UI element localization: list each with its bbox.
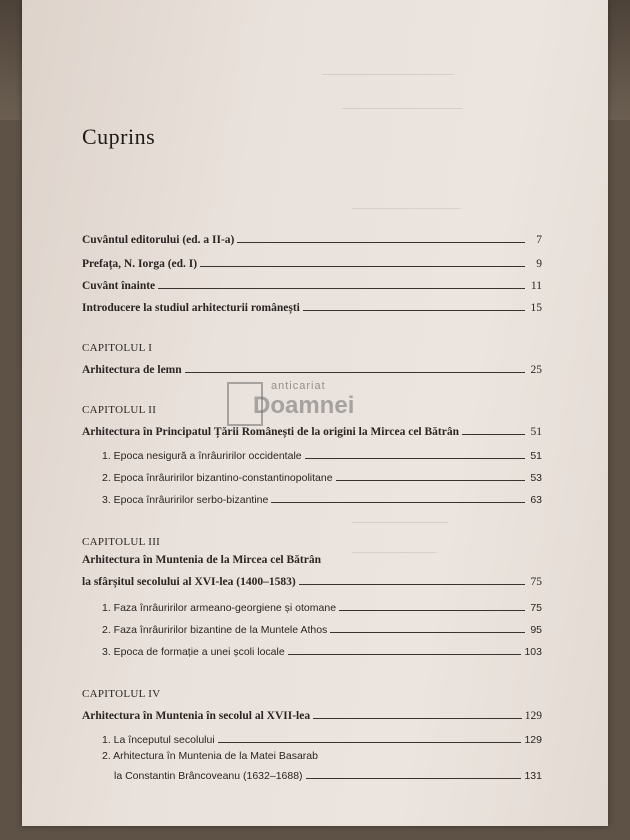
toc-entry-label: Cuvânt înainte bbox=[82, 280, 156, 292]
dot-leader bbox=[158, 288, 525, 289]
toc-page-number: 63 bbox=[530, 494, 542, 506]
toc-page-number: 129 bbox=[524, 734, 542, 746]
chapter-title-line: Arhitectura în Muntenia de la Mircea cel Bătrân bbox=[82, 554, 322, 566]
toc-page-number: 75 bbox=[530, 602, 542, 614]
dot-leader bbox=[271, 502, 525, 503]
toc-entry-label: Arhitectura în Muntenia în secolul al XVII-lea bbox=[82, 710, 311, 722]
toc-section bbox=[102, 730, 542, 746]
toc-section bbox=[102, 642, 542, 658]
toc-page-number: 129 bbox=[524, 710, 542, 722]
toc-entry-label: la sfârșitul secolului al XVI-lea (1400–1583) bbox=[82, 576, 296, 588]
dot-leader bbox=[306, 778, 522, 779]
dot-leader bbox=[330, 632, 525, 633]
toc-section bbox=[102, 468, 542, 484]
book-page bbox=[22, 0, 608, 826]
dot-leader bbox=[185, 372, 525, 373]
toc-entry bbox=[82, 230, 542, 246]
chapter-heading: CAPITOLUL II bbox=[82, 404, 157, 416]
dot-leader bbox=[237, 242, 525, 243]
chapter-heading: CAPITOLUL I bbox=[82, 342, 153, 354]
toc-entry-label: Arhitectura de lemn bbox=[82, 364, 182, 376]
show-through: ──────────────── bbox=[352, 518, 449, 529]
chapter-title bbox=[82, 572, 542, 588]
dot-leader bbox=[299, 584, 525, 585]
chapter-title bbox=[82, 706, 542, 722]
toc-section bbox=[102, 490, 542, 506]
show-through: ────────────────────── bbox=[322, 70, 455, 81]
toc-entry-label: 3. Epoca înrâuririlor serbo-bizantine bbox=[102, 494, 269, 506]
dot-leader bbox=[462, 434, 525, 435]
watermark-text-large: Doamnei bbox=[253, 392, 355, 419]
toc-page-number: 95 bbox=[530, 624, 542, 636]
toc-entry bbox=[82, 276, 542, 292]
dot-leader bbox=[288, 654, 522, 655]
dot-leader bbox=[313, 718, 522, 719]
toc-section bbox=[102, 446, 542, 462]
watermark bbox=[227, 380, 412, 430]
toc-entry-label: Prefața, N. Iorga (ed. I) bbox=[82, 258, 198, 270]
toc-section bbox=[102, 620, 542, 636]
toc-section bbox=[114, 766, 542, 782]
toc-page-number: 103 bbox=[524, 646, 542, 658]
dot-leader bbox=[305, 458, 525, 459]
toc-entry bbox=[82, 298, 542, 314]
toc-entry-label: Cuvântul editorului (ed. a II-a) bbox=[82, 234, 235, 246]
toc-page-number: 25 bbox=[530, 364, 542, 376]
toc-entry-label: 1. Epoca nesigură a înrâuririlor occidentale bbox=[102, 450, 302, 462]
show-through: ────────────── bbox=[352, 548, 437, 559]
dot-leader bbox=[303, 310, 525, 311]
toc-entry-label: Introducere la studiul arhitecturii românești bbox=[82, 302, 300, 314]
toc-section bbox=[102, 598, 542, 614]
toc-page-number: 53 bbox=[530, 472, 542, 484]
toc-page-number: 15 bbox=[530, 302, 542, 314]
toc-entry bbox=[82, 254, 542, 270]
show-through: ────────────────── bbox=[352, 204, 461, 215]
toc-page-number: 75 bbox=[530, 576, 542, 588]
dot-leader bbox=[200, 266, 525, 267]
toc-page-number: 51 bbox=[530, 450, 542, 462]
toc-section-line: 2. Arhitectura în Muntenia de la Matei Basarab bbox=[102, 750, 318, 762]
toc-page-number: 11 bbox=[530, 280, 542, 292]
watermark-text-small: anticariat bbox=[271, 380, 326, 392]
chapter-heading: CAPITOLUL IV bbox=[82, 688, 161, 700]
chapter-title bbox=[82, 360, 542, 376]
dot-leader bbox=[218, 742, 522, 743]
toc-page-number: 7 bbox=[536, 234, 542, 246]
toc-entry-label: 2. Epoca înrâuririlor bizantino-constantinopolitane bbox=[102, 472, 333, 484]
toc-page-number: 131 bbox=[524, 770, 542, 782]
chapter-heading: CAPITOLUL III bbox=[82, 536, 161, 548]
show-through: ──────────────────── bbox=[342, 104, 463, 115]
toc-entry-label: la Constantin Brâncoveanu (1632–1688) bbox=[114, 770, 303, 782]
toc-entry-label: Arhitectura în Principatul Țării Românești de la origini la Mircea cel Bătrân bbox=[82, 426, 460, 438]
toc-entry-label: 3. Epoca de formație a unei școli locale bbox=[102, 646, 285, 658]
toc-page-number: 51 bbox=[530, 426, 542, 438]
toc-entry-label: 2. Faza înrâuririlor bizantine de la Muntele Athos bbox=[102, 624, 328, 636]
page-title: Cuprins bbox=[82, 124, 156, 149]
toc-entry-label: 1. Faza înrâuririlor armeano-georgiene și otomane bbox=[102, 602, 337, 614]
dot-leader bbox=[339, 610, 525, 611]
toc-page-number: 9 bbox=[536, 258, 542, 270]
toc-entry-label: 1. La începutul secolului bbox=[102, 734, 215, 746]
dot-leader bbox=[336, 480, 525, 481]
